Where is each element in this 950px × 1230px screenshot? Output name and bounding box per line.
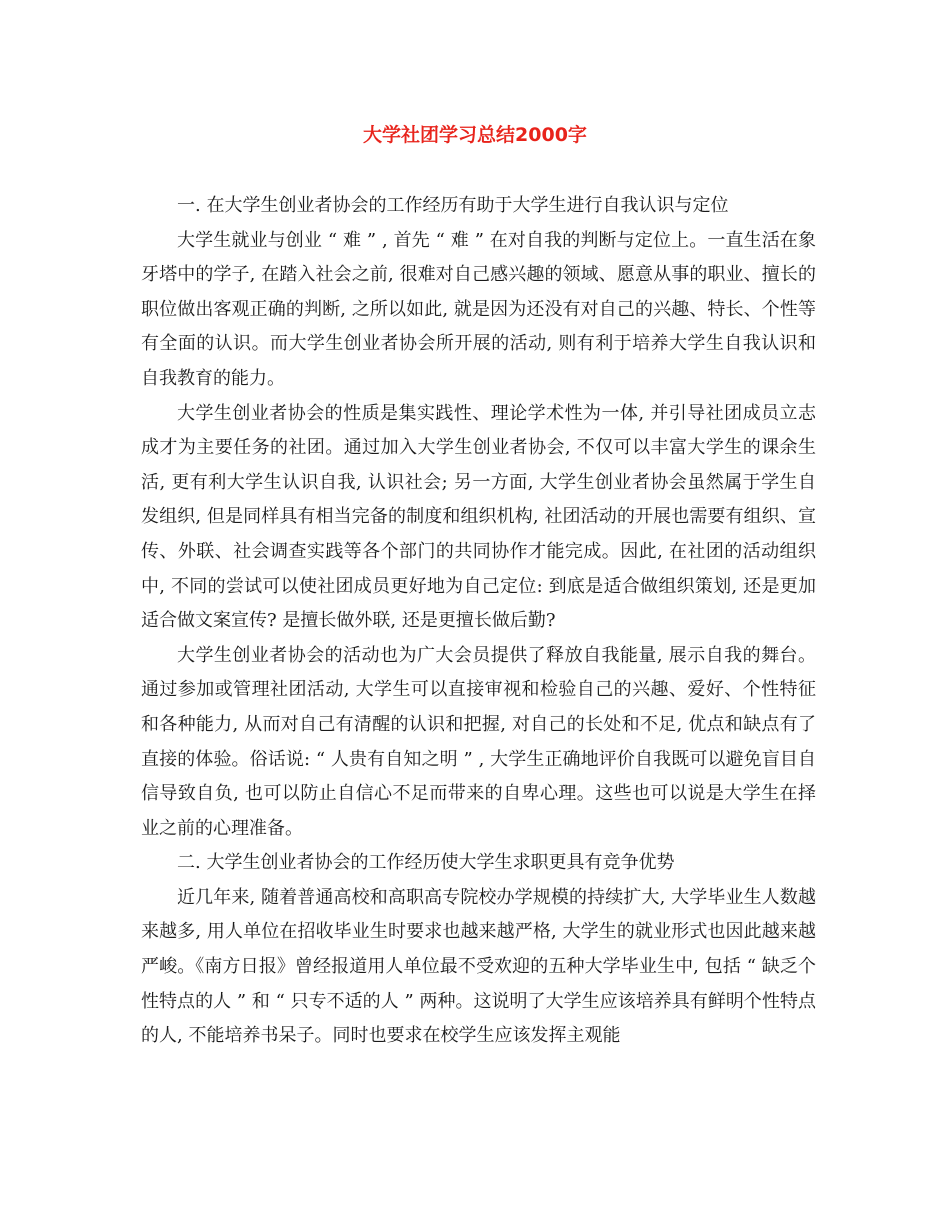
document-title: 大学社团学习总结2000字 <box>363 124 587 146</box>
body-paragraph: 近几年来, 随着普通高校和高职高专院校办学规模的持续扩大, 大学毕业生人数越来越多, 用人单位在招收毕业生时要求也越来越严格, 大学生的就业形式也因此越来越严峻。《南方日报》曾经报道用人单位最不受欢迎的五种大学毕业生中, 包括 “ 缺乏个性特点的人 ” 和 “ 只专不适的人 ” 两种。这说明了大学生应该培养具有鲜明个性特点的人, 不能培养书呆子。同时也要求在校学生应该发挥主观能 <box>141 886 816 1047</box>
body-paragraph: 大学生创业者协会的性质是集实践性、理论学术性为一体, 并引导社团成员立志成才为主要任务的社团。通过加入大学生创业者协会, 不仅可以丰富大学生的课余生活, 更有利大学生认识自我, 认识社会; 另一方面, 大学生创业者协会虽然属于学生自发组织, 但是同样具有相当完备的制度和组织机构, 社团活动的开展也需要有组织、宣传、外联、社会调查实践等各个部门的共同协作才能完成。因此, 在社团的活动组织中, 不同的尝试可以使社团成员更好地为自己定位: 到底是适合做组织策划, 还是更加适合做文案宣传? 是擅长做外联, 还是更擅长做后勤? <box>141 402 816 632</box>
section-heading-2: 二. 大学生创业者协会的工作经历使大学生求职更具有竞争优势 <box>177 852 675 874</box>
section-heading-1: 一. 在大学生创业者协会的工作经历有助于大学生进行自我认识与定位 <box>177 195 729 216</box>
body-paragraph: 大学生就业与创业 “ 难 ” , 首先 “ 难 ” 在对自我的判断与定位上。一直生活在象牙塔中的学子, 在踏入社会之前, 很难对自己感兴趣的领域、愿意从事的职业、擅长的职位做出客观正确的判断, 之所以如此, 就是因为还没有对自己的兴趣、特长、个性等有全面的认识。而大学生创业者协会所开展的活动, 则有利于培养大学生自我认识和自我教育的能力。 <box>141 229 816 389</box>
document-body <box>141 189 816 1054</box>
body-paragraph: 大学生创业者协会的活动也为广大会员提供了释放自我能量, 展示自我的舞台。通过参加或管理社团活动, 大学生可以直接审视和检验自己的兴趣、爱好、个性特征和各种能力, 从而对自己有清醒的认识和把握, 对自己的长处和不足, 优点和缺点有了直接的体验。俗话说: “ 人贵有自知之明 ” , 大学生正确地评价自我既可以避免盲目自信导致自负, 也可以防止自信心不足而带来的自卑心理。这些也可以说是大学生在择业之前的心理准备。 <box>141 644 816 839</box>
